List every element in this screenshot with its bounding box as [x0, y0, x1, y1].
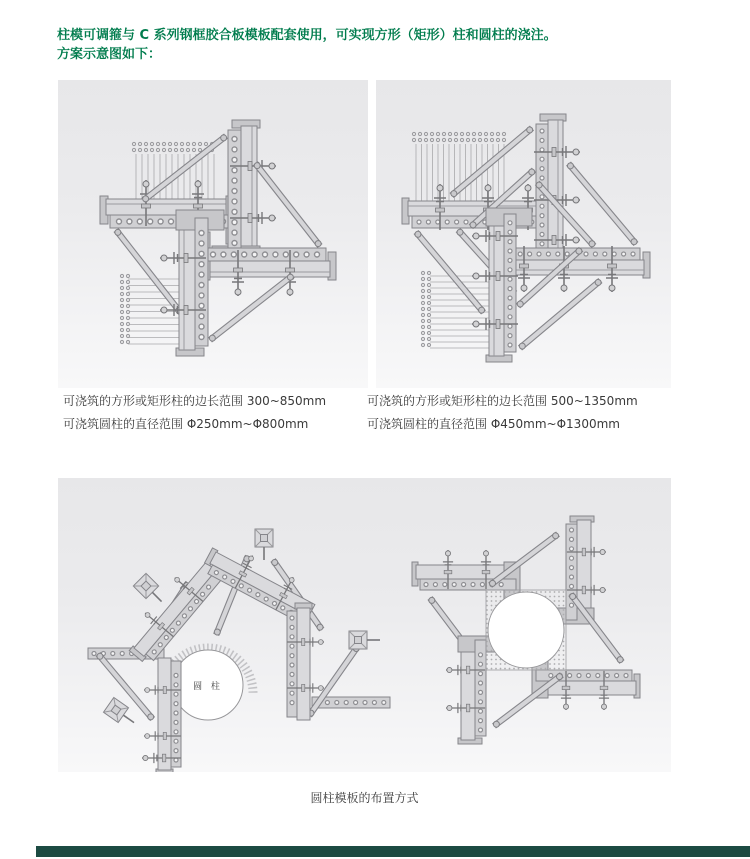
anchor-pad-top	[255, 529, 273, 560]
round-figure-caption: 圆柱模板的布置方式	[310, 791, 419, 805]
spec-small-line1: 可浇筑的方形或矩形柱的边长范围 300~850mm	[63, 394, 327, 408]
spec-small-square	[63, 390, 326, 436]
diagram-large-square-formwork	[376, 80, 671, 388]
diagram-round-column-layouts	[58, 478, 671, 772]
round-column-label: 圆 柱	[193, 682, 223, 692]
anchor-pad-right	[349, 631, 380, 649]
diagram-small-square-formwork	[58, 80, 368, 388]
page-heading	[57, 26, 717, 64]
formwork-pinwheel	[100, 120, 336, 356]
figure-round-column-layouts	[58, 478, 671, 772]
heading-line2: 方案示意图如下：	[57, 47, 162, 62]
heading-line1: 柱模可调箍与 C 系列钢框胶合板模板配套使用，可实现方形（矩形）柱和圆柱的浇注。	[57, 28, 557, 43]
round-column-cavity	[488, 592, 564, 668]
fan-arrangement	[88, 529, 390, 772]
formwork-pinwheel	[402, 114, 650, 362]
anchor-pad-upper-left	[133, 573, 168, 608]
figure-small-square-formwork	[58, 80, 368, 388]
footer-bar	[36, 846, 750, 857]
spec-small-line2: 可浇筑圆柱的直径范围 Φ250mm~Φ800mm	[63, 417, 309, 431]
spec-large-square	[367, 390, 638, 436]
figure-large-square-formwork	[376, 80, 671, 388]
spec-large-line2: 可浇筑圆柱的直径范围 Φ450mm~Φ1300mm	[367, 417, 620, 431]
spec-large-line1: 可浇筑的方形或矩形柱的边长范围 500~1350mm	[367, 394, 638, 408]
anchor-pad-left	[103, 697, 139, 730]
square-arrangement	[412, 516, 640, 744]
